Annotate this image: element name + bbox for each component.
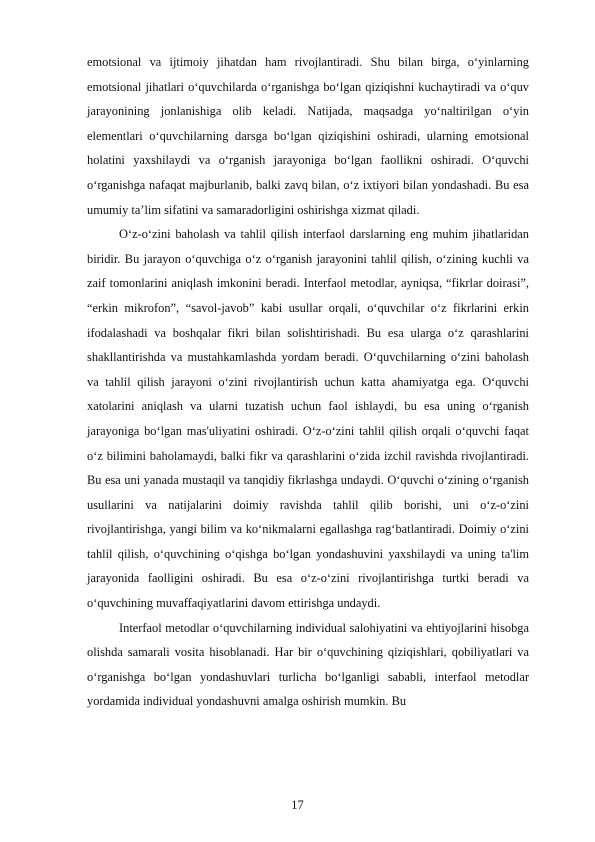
- paragraph-self-assessment: O‘z-o‘zini baholash va tahlil qilish interfaol darslarning eng muhim jihatlaridan biridir. Bu jarayon o‘quvchiga o‘z o‘rganish jarayonini tahlil qilish, o‘zining kuchli va zaif tomonlarini aniqlash imkonini beradi. Interfaol metodlar, ayniqsa, “fikrlar doirasi”, “erkin mikrofon”, “savol-javob” kabi usullar orqali, o‘quvchilar o‘z fikrlarini erkin ifodalashadi va boshqalar fikri bilan solishtirishadi. Bu esa ularga o‘z qarashlarini shakllantirishda va mustahkamlashda yordam beradi. O‘quvchilarning o‘zini baholash va tahlil qilish jarayoni o‘zini rivojlantirish uchun katta ahamiyatga ega. O‘quvchi xatolarini aniqlash va ularni tuzatish uchun faol ishlaydi, bu esa uning o‘rganish jarayoniga bo‘lgan mas'uliyatini oshiradi. O‘z-o‘zini tahlil qilish orqali o‘quvchi faqat o‘z bilimini baholamaydi, balki fikr va qarashlarini o‘zida izchil ravishda rivojlantiradi. Bu esa uni yanada mustaqil va tanqidiy fikrlashga undaydi. O‘quvchi o‘zining o‘rganish usullarini va natijalarini doimiy ravishda tahlil qilib borishi, uni o‘z-o‘zini rivojlantirishga, yangi bilim va ko‘nikmalarni egallashga rag‘batlantiradi. Doimiy o‘zini tahlil qilish, o‘quvchining o‘qishga bo‘lgan yondashuvini yaxshilaydi va uning ta'lim jarayonida faolligini oshiradi. Bu esa o‘z-o‘zini rivojlantirishga turtki beradi va o‘quvchining muvaffaqiyatlarini davom ettirishga undaydi.: [87, 227, 529, 611]
- paragraph-interactive-methods: Interfaol metodlar o‘quvchilarning individual salohiyatini va ehtiyojlarini hisobga olishda samarali vosita hisoblanadi. Har bir o‘quvchining qiziqishlari, qobiliyatlari va o‘rganishga bo‘lgan yondashuvlari turlicha bo‘lganligi sababli, interfaol metodlar yordamida individual yondashuvni amalga oshirish mumkin. Bu: [87, 620, 529, 709]
- paragraph-continuation: emotsional va ijtimoiy jihatdan ham rivojlantiradi. Shu bilan birga, o‘yinlarning emotsional jihatlari o‘quvchilarda o‘rganishga bo‘lgan qiziqishni kuchaytiradi va o‘quv jarayonining jonlanishiga olib keladi. Natijada, maqsadga yo‘naltirilgan o‘yin elementlari o‘quvchilarning darsga bo‘lgan qiziqishini oshiradi, ularning emotsional holatini yaxshilaydi va o‘rganish jarayoniga bo‘lgan faollikni oshiradi. O‘quvchi o‘rganishga nafaqat majburlanib, balki zavq bilan, o‘z ixtiyori bilan yondashadi. Bu esa umumiy ta’lim sifatini va samaradorligini oshirishga xizmat qiladi.: [87, 55, 529, 217]
- page-number: 17: [291, 798, 304, 812]
- document-page: [87, 50, 529, 714]
